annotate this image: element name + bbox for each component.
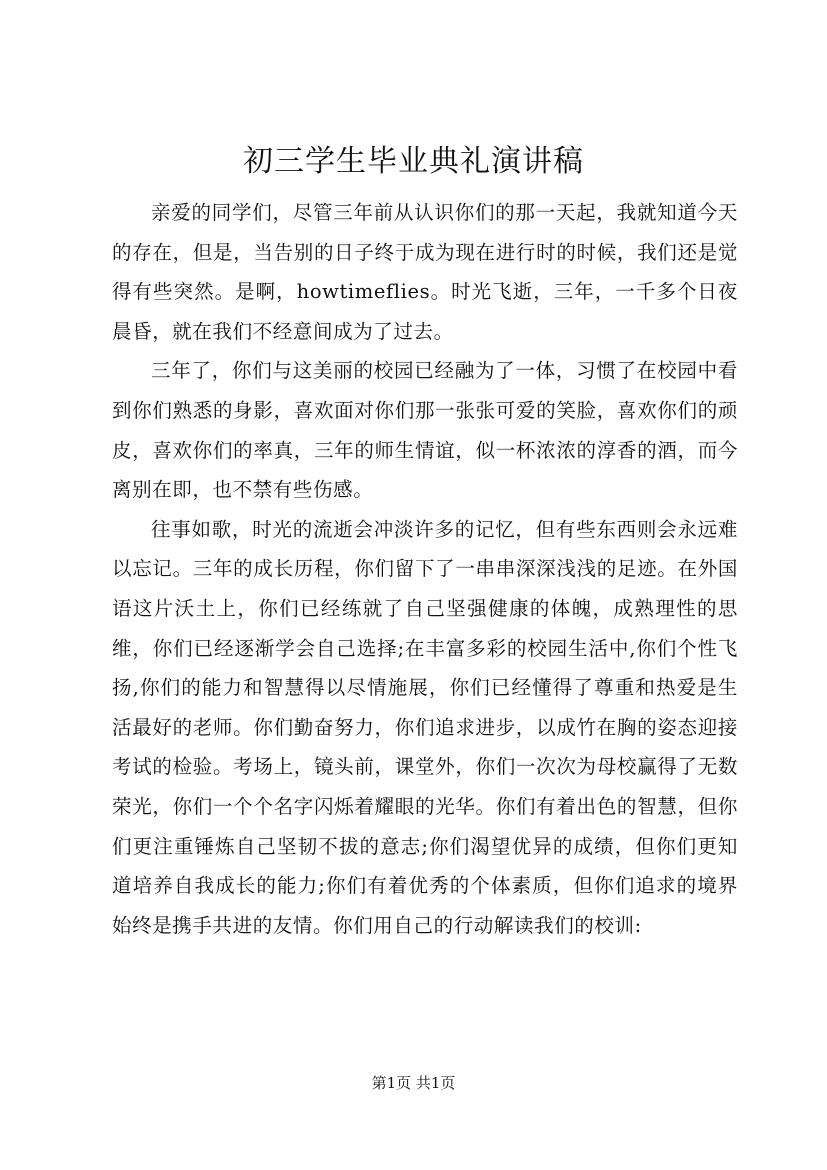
paragraph: 三年了，你们与这美丽的校园已经融为了一体，习惯了在校园中看到你们熟悉的身影，喜欢面对你们那一张张可爱的笑脸，喜欢你们的顽皮，喜欢你们的率真，三年的师生情谊，似一杯浓浓的淳香的酒，而今离别在即，也不禁有些伤感。: [112, 359, 738, 502]
paragraph: 亲爱的同学们，尽管三年前从认识你们的那一天起，我就知道今天的存在，但是，当告别的日子终于成为现在进行时的时候，我们还是觉得有些突然。是啊，howtimeflies。时光飞逝，三年，一千多个日夜晨昏，就在我们不经意间成为了过去。: [112, 201, 738, 343]
page-footer: 第1页 共1页: [371, 1074, 456, 1092]
document-title: 初三学生毕业典礼演讲稿: [243, 144, 584, 179]
paragraph: 往事如歌，时光的流逝会冲淡许多的记忆，但有些东西则会永远难以忘记。三年的成长历程，你们留下了一串串深深浅浅的足迹。在外国语这片沃土上，你们已经练就了自己坚强健康的体魄，成熟理性的思维，你们已经逐渐学会自己选择;在丰富多彩的校园生活中,你们个性飞扬,你们的能力和智慧得以尽情施展，你们已经懂得了尊重和热爱是生活最好的老师。你们勤奋努力，你们追求进步，以成竹在胸的姿态迎接考试的检验。考场上，镜头前，课堂外，你们一次次为母校赢得了无数荣光，你们一个个名字闪烁着耀眼的光华。你们有着出色的智慧，但你们更注重锤炼自己坚韧不拔的意志;你们渴望优异的成绩，但你们更知道培养自我成长的能力;你们有着优秀的个体素质，但你们追求的境界始终是携手共进的友情。你们用自己的行动解读我们的校训:: [112, 517, 738, 937]
document-body: [112, 193, 738, 945]
